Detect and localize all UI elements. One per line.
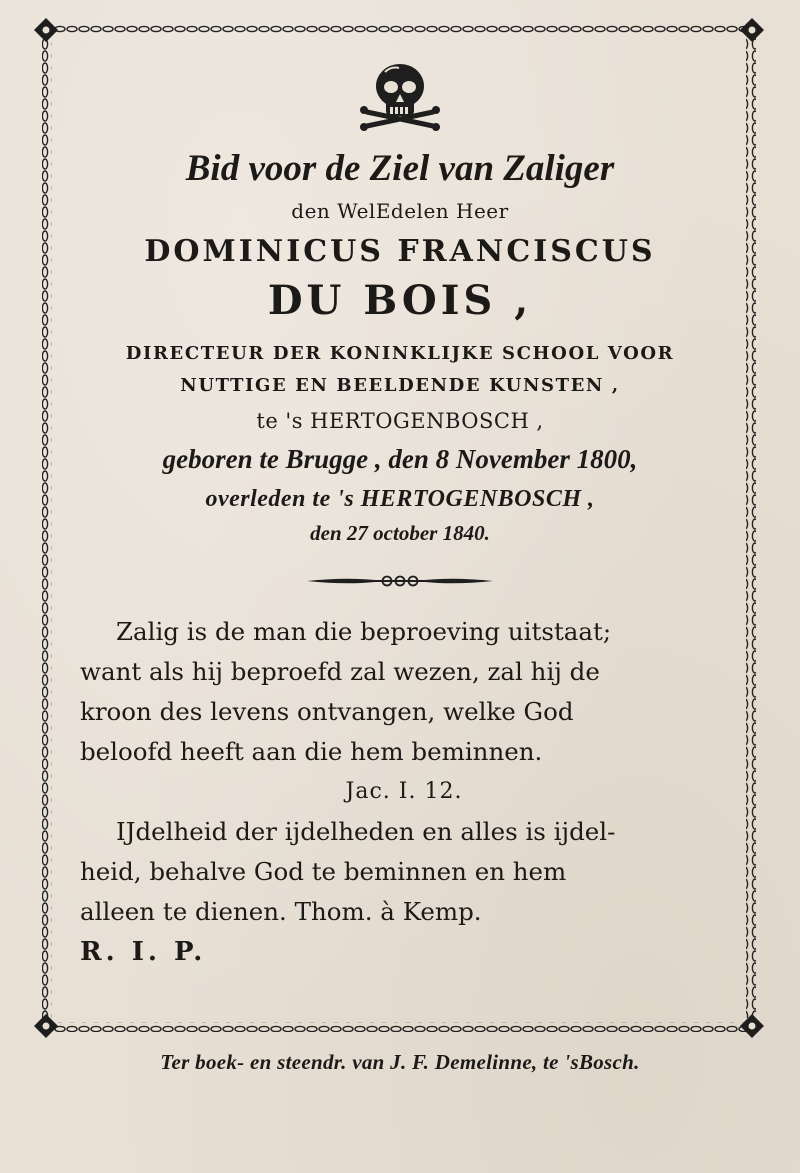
verse-line: want als hij beproefd zal wezen, zal hij de bbox=[80, 657, 600, 686]
skull-and-crossbones-icon bbox=[355, 60, 445, 136]
verse-reference: Jac. I. 12. bbox=[345, 779, 463, 804]
printer-credit: Ter boek- en steendr. van J. F. Demelinne, te 'sBosch. bbox=[160, 1050, 640, 1074]
card-heading: Bid voor de Ziel van Zaliger bbox=[185, 148, 615, 189]
card-content bbox=[60, 60, 740, 972]
death-place-line: overleden te 's HERTOGENBOSCH , bbox=[205, 486, 595, 512]
death-date-line: den 27 october 1840. bbox=[310, 521, 490, 545]
verse-line: Zalig is de man die beproeving uitstaat; bbox=[116, 617, 612, 646]
birth-line: geboren te Brugge , den 8 November 1800, bbox=[162, 444, 638, 474]
surname: DU BOIS , bbox=[267, 277, 533, 324]
verse-line: beloofd heeft aan die hem beminnen. bbox=[80, 737, 543, 766]
verse-line: IJdelheid der ijdelheden en alles is ijdel- bbox=[116, 817, 616, 846]
verse-line: kroon des levens ontvangen, welke God bbox=[80, 697, 574, 726]
city-line: te 's HERTOGENBOSCH , bbox=[256, 409, 544, 433]
rip-closing: R. I. P. bbox=[80, 937, 207, 967]
honorific: den WelEdelen Heer bbox=[291, 199, 509, 223]
given-names: DOMINICUS FRANCISCUS bbox=[144, 234, 656, 269]
title-line-2: NUTTIGE EN BEELDENDE KUNSTEN , bbox=[180, 375, 620, 396]
ornamental-divider-icon bbox=[305, 574, 495, 588]
scripture-verse bbox=[80, 612, 728, 972]
verse-line: alleen te dienen. Thom. à Kemp. bbox=[80, 897, 482, 926]
title-line-1: DIRECTEUR DER KONINKLIJKE SCHOOL VOOR bbox=[125, 343, 675, 364]
verse-line: heid, behalve God te beminnen en hem bbox=[80, 857, 567, 886]
